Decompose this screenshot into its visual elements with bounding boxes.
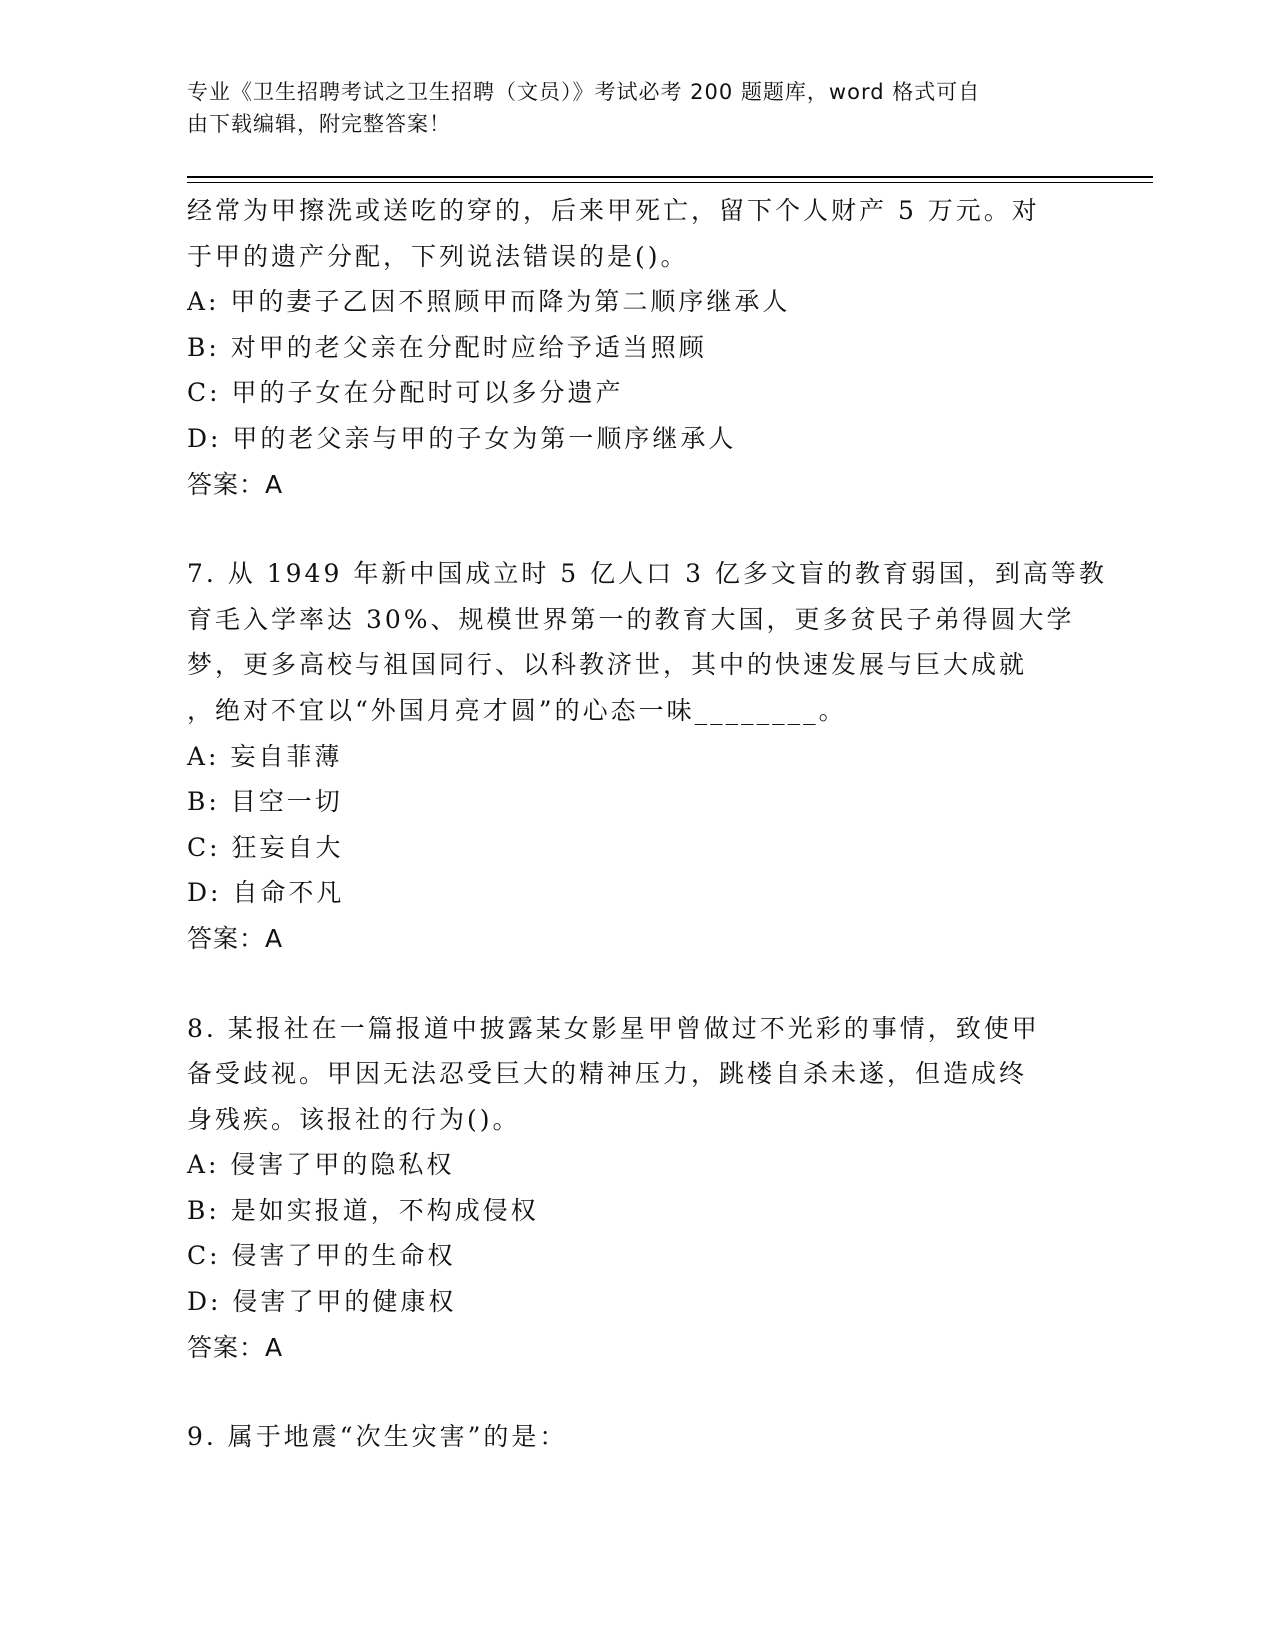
option-a: A: 甲的妻子乙因不照顾甲而降为第二顺序继承人 xyxy=(187,287,791,317)
option-c: C: 甲的子女在分配时可以多分遗产 xyxy=(187,378,624,408)
option-d: D: 侵害了甲的健康权 xyxy=(187,1287,457,1317)
question-block-9 xyxy=(187,1414,1087,1460)
option-a: A: 侵害了甲的隐私权 xyxy=(187,1150,455,1180)
question-stem-line: 7. 从 1949 年新中国成立时 5 亿人口 3 亿多文盲的教育弱国，到高等教 xyxy=(187,559,1107,589)
option-b: B: 是如实报道，不构成侵权 xyxy=(187,1195,539,1225)
answer-line: 答案：A xyxy=(187,923,284,953)
page-header xyxy=(187,76,1067,140)
option-a: A: 妄自菲薄 xyxy=(187,741,343,771)
header-rule-thin xyxy=(187,182,1153,183)
question-stem-line: 经常为甲擦洗或送吃的穿的，后来甲死亡，留下个人财产 5 万元。对 xyxy=(187,196,1040,225)
question-block-8 xyxy=(187,1006,1087,1371)
header-rule-thick xyxy=(187,176,1153,178)
question-stem-line: 梦，更多高校与祖国同行、以科教济世，其中的快速发展与巨大成就 xyxy=(187,650,1028,680)
question-stem-line: 于甲的遗产分配，下列说法错误的是()。 xyxy=(187,241,689,271)
question-stem-line: 备受歧视。甲因无法忍受巨大的精神压力，跳楼自杀未遂，但造成终 xyxy=(187,1059,1028,1089)
question-stem-line: 育毛入学率达 30%、规模世界第一的教育大国，更多贫民子弟得圆大学 xyxy=(187,604,1075,634)
option-c: C: 狂妄自大 xyxy=(187,832,344,862)
answer-line: 答案：A xyxy=(187,469,284,499)
answer-line: 答案：A xyxy=(187,1332,284,1362)
option-b: B: 目空一切 xyxy=(187,787,343,817)
question-block-7 xyxy=(187,551,1107,961)
option-b: B: 对甲的老父亲在分配时应给予适当照顾 xyxy=(187,332,707,362)
option-c: C: 侵害了甲的生命权 xyxy=(187,1241,456,1271)
question-stem-line: 9. 属于地震“次生灾害”的是： xyxy=(187,1422,568,1452)
option-d: D: 自命不凡 xyxy=(187,878,345,908)
question-stem-line: 8. 某报社在一篇报道中披露某女影星甲曾做过不光彩的事情，致使甲 xyxy=(187,1013,1040,1043)
question-stem-line: 身残疾。该报社的行为()。 xyxy=(187,1104,521,1134)
option-d: D: 甲的老父亲与甲的子女为第一顺序继承人 xyxy=(187,423,737,453)
question-stem-line: ，绝对不宜以“外国月亮才圆”的心态一味________。 xyxy=(187,695,847,725)
question-content xyxy=(187,188,1107,1460)
question-block-6 xyxy=(187,188,1087,507)
header-line-1: 专业《卫生招聘考试之卫生招聘（文员）》考试必考 200 题题库，word 格式可自 xyxy=(187,80,981,104)
header-line-2: 由下载编辑，附完整答案！ xyxy=(187,112,451,136)
